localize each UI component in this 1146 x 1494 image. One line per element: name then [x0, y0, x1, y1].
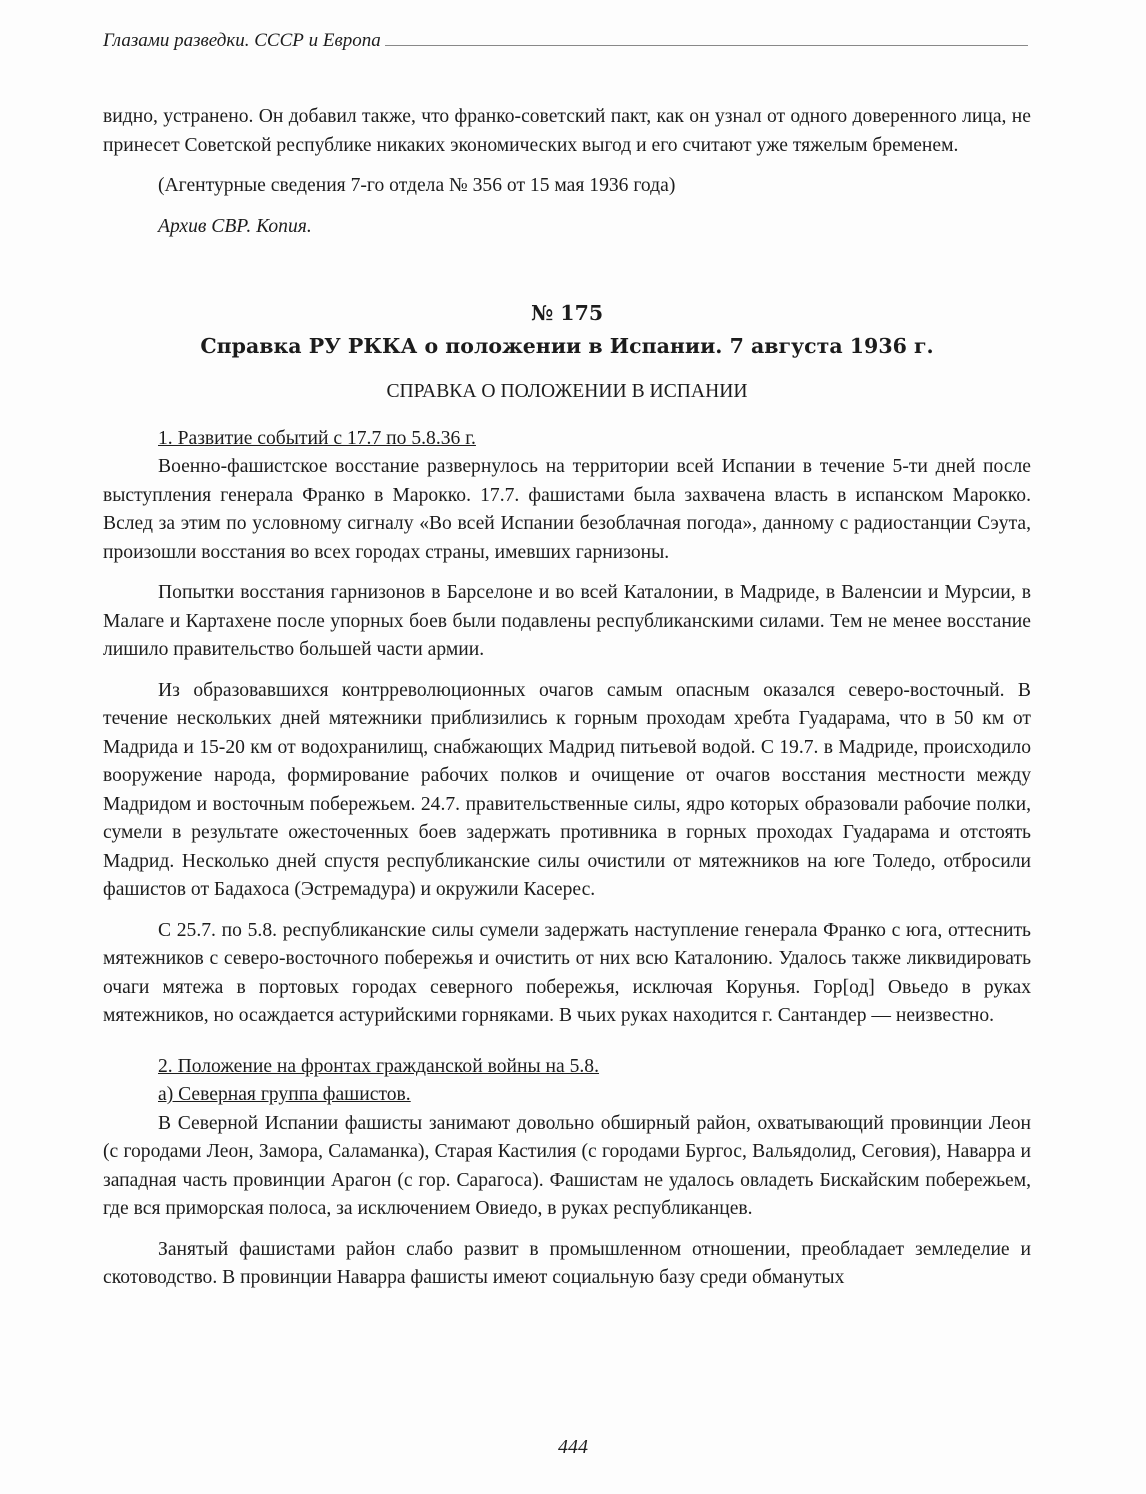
header-rule	[385, 45, 1028, 46]
paragraph: Попытки восстания гарнизонов в Барселоне и во всей Каталонии, в Мадриде, в Валенсии и Мурсии, в Малаге и Картахене после упорных боев были подавлены республиканскими силами. Тем не менее восстание лишило правительство большей части армии.	[103, 582, 1031, 660]
document-title: Справка РУ РККА о положении в Испании. 7 августа 1936 г.	[200, 333, 934, 358]
section-2-heading: 2. Положение на фронтах гражданской войны на 5.8.	[158, 1055, 600, 1077]
source-note: (Агентурные сведения 7-го отдела № 356 от 15 мая 1936 года)	[158, 175, 676, 196]
document-subtitle: СПРАВКА О ПОЛОЖЕНИИ В ИСПАНИИ	[386, 381, 748, 402]
section-1-heading: 1. Развитие событий с 17.7 по 5.8.36 г.	[158, 427, 476, 449]
document-number: № 175	[530, 301, 604, 325]
paragraph: С 25.7. по 5.8. республиканские силы сумели задержать наступление генерала Франко с юга, оттеснить мятежников с северо-восточного побережья и очистить от них всю Каталонию. Удалось также ликвидировать очаги мятежа в портовых городах северного побережья, исключая Корунья. Гор[од] Овьедо в руках мятежников, но осаждается астурийскими горняками. В чьих руках находится г. Сантандер — неизвестно.	[103, 919, 1031, 1026]
paragraph: Военно-фашистское восстание развернулось на территории всей Испании в течение 5-ти дней после выступления генерала Франко в Марокко. 17.7. фашистами была захвачена власть в испанском Марокко. Вслед за этим по условному сигналу «Во всей Испании безоблачная погода», данному с радиостанции Сэута, произошли восстания во всех городах страны, имевших гарнизоны.	[103, 456, 1031, 563]
page-body	[103, 103, 1031, 1293]
intro-paragraph: видно, устранено. Он добавил также, что франко-советский пакт, как он узнал от одного доверенного лица, не принесет Советской республике никаких экономических выгод и его считают уже тяжелым бременем.	[103, 106, 1031, 156]
archive-note: Архив СВР. Копия.	[158, 215, 312, 237]
running-head	[103, 30, 1028, 52]
section-2a-heading: а) Северная группа фашистов.	[158, 1084, 411, 1105]
paragraph: Из образовавшихся контрреволюционных очагов самым опасным оказался северо-восточный. В течение нескольких дней мятежники приблизились к горным проходам хребта Гуадарама, что в 50 км от Мадрида и 15-20 км от водохранилищ, снабжающих Мадрид питьевой водой. С 19.7. в Мадриде, происходило вооружение народа, формирование рабочих полков и очищение от очагов восстания местности между Мадридом и восточным побережьем. 24.7. правительственные силы, ядро которых образовали рабочие полки, сумели в результате ожесточенных боев задержать противника в горных проходах Гуадарама и отстоять Мадрид. Несколько дней спустя республиканские силы очистили от мятежников на юге Толедо, отбросили фашистов от Бадахоса (Эстремадура) и окружили Касерес.	[103, 679, 1031, 900]
paragraph: Занятый фашистами район слабо развит в промышленном отношении, преобладает земледелие и скотоводство. В провинции Наварра фашисты имеют социальную базу среди обманутых	[103, 1238, 1031, 1288]
paragraph: В Северной Испании фашисты занимают довольно обширный район, охватывающий провинции Леон (с городами Леон, Замора, Саламанка), Старая Кастилия (с городами Бургос, Вальядолид, Сеговия), Наварра и западная часть провинции Арагон (с гор. Сарагоса). Фашистам не удалось овладеть Бискайским побережьем, где вся приморская полоса, за исключением Овиедо, в руках республиканцев.	[103, 1112, 1031, 1219]
page-number: 444	[558, 1436, 588, 1458]
running-title: Глазами разведки. СССР и Европа	[103, 30, 381, 51]
